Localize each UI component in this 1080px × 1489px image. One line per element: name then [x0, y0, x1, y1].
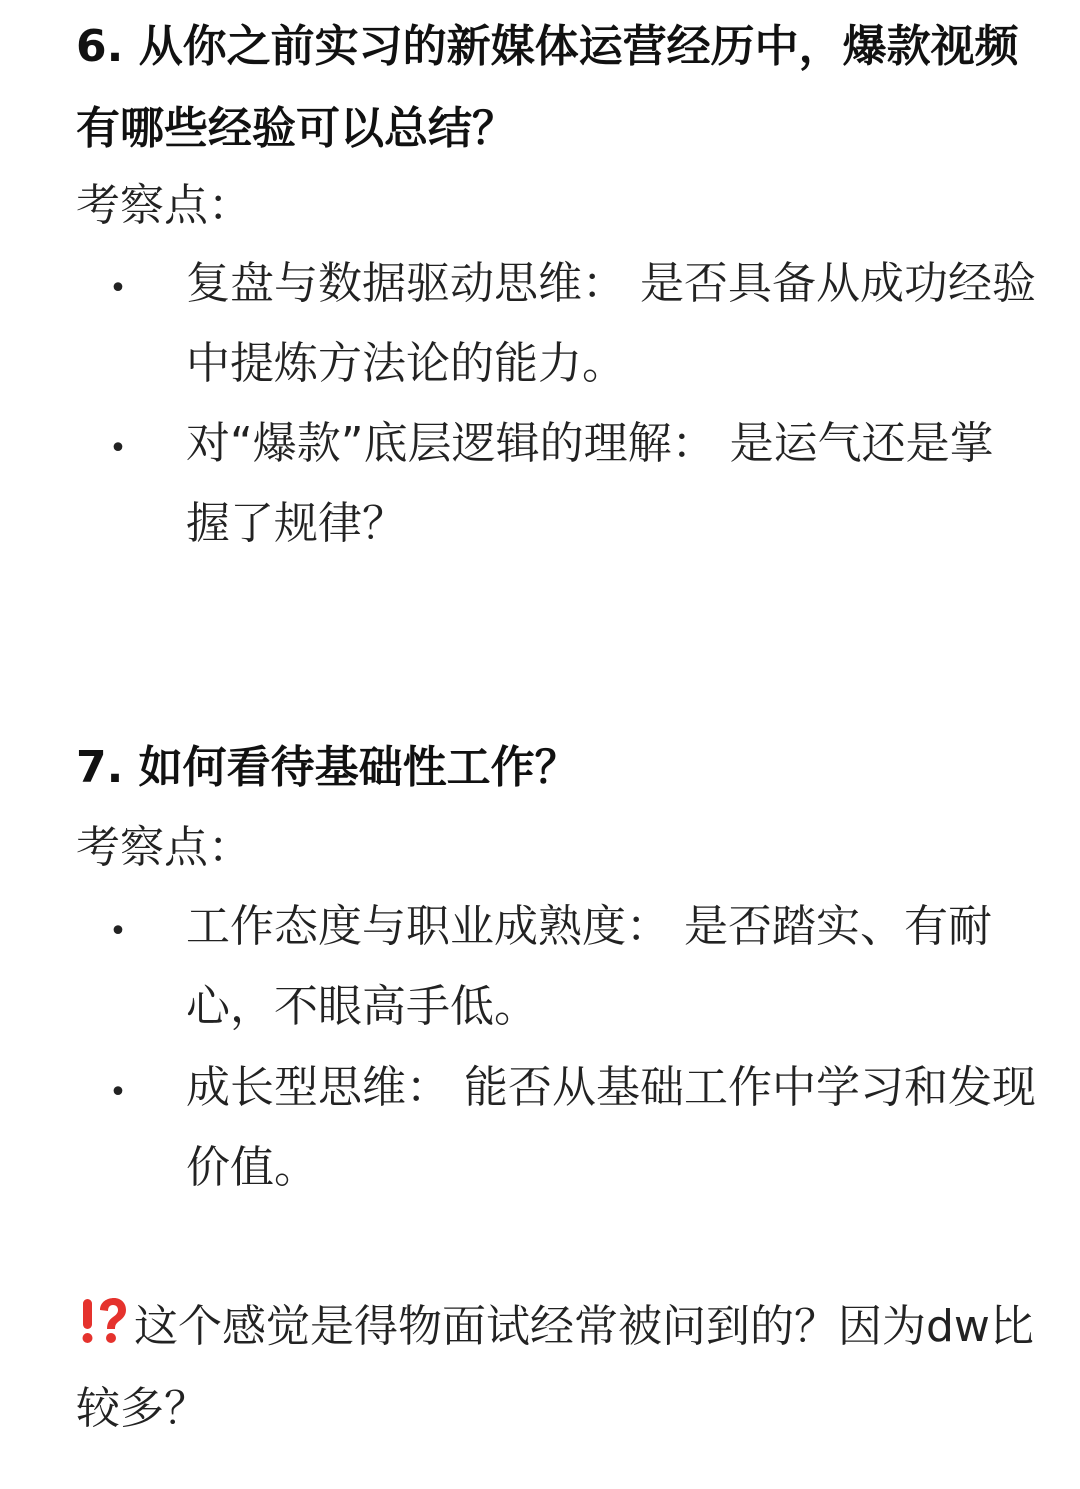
bullet-dot: • [109, 1075, 127, 1110]
exclamation-question-icon [76, 1292, 128, 1344]
bullet-dot: • [109, 431, 127, 466]
question-7-title: 7. 如何看待基础性工作？ [76, 742, 579, 793]
question-6-point-2: 对“爆款”底层逻辑的理解： 是运气还是掌握了规律？ [186, 418, 994, 549]
closing-note [76, 1286, 1036, 1450]
question-6-point-1: 复盘与数据驱动思维： 是否具备从成功经验中提炼方法论的能力。 [186, 258, 1036, 389]
bullet-dot: • [109, 271, 127, 306]
question-7-point-1: 工作态度与职业成熟度： 是否踏实、有耐心，不眼高手低。 [186, 901, 992, 1032]
question-6-label: 考察点： [76, 180, 252, 231]
question-7-label: 考察点： [76, 822, 252, 873]
question-7-point-2: 成长型思维： 能否从基础工作中学习和发现价值。 [186, 1062, 1036, 1193]
bullet-dot: • [109, 914, 127, 949]
note-text: 这个感觉是得物面试经常被问到的？因为dw比较多？ [76, 1301, 1034, 1434]
question-6-title: 6. 从你之前实习的新媒体运营经历中，爆款视频有哪些经验可以总结？ [76, 21, 1019, 154]
